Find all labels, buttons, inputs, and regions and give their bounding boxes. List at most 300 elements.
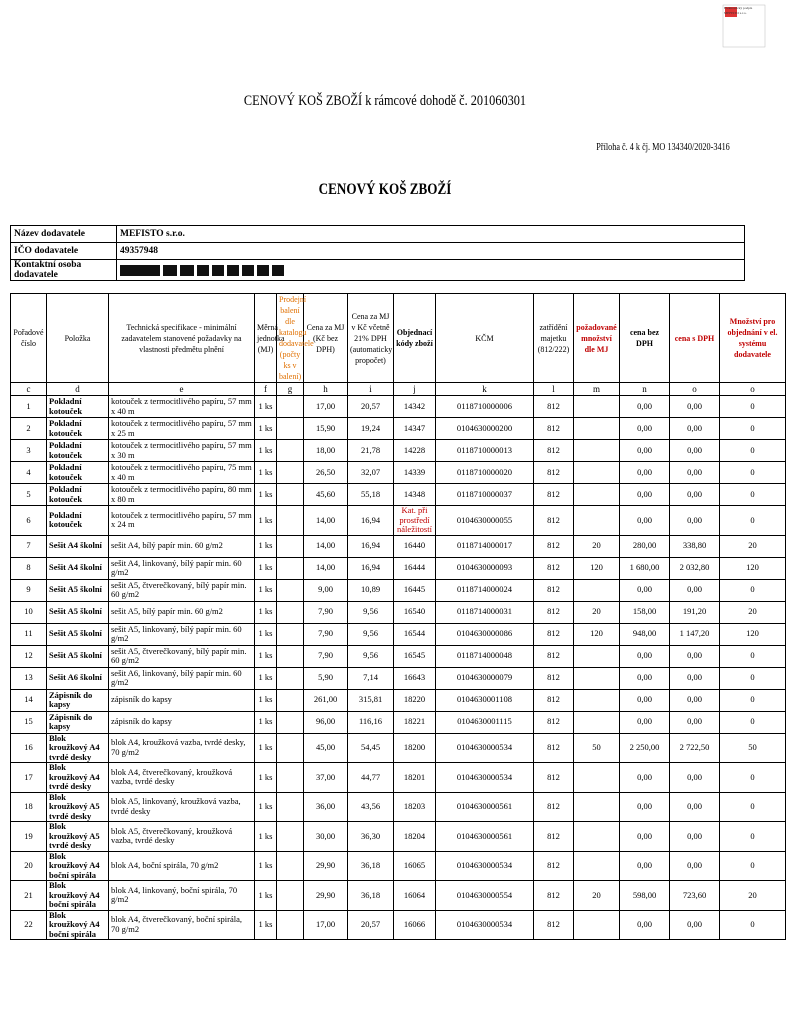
- item-name: Blok kroužkový A4 boční spirála: [47, 881, 109, 911]
- required-quantity: [574, 579, 620, 601]
- row-number: 11: [11, 623, 47, 645]
- required-quantity: [574, 396, 620, 418]
- item-spec: blok A4, čtverečkovaný, kroužková vazba, tvrdé desky: [109, 763, 255, 793]
- item-spec: sešit A5, linkovaný, bílý papír min. 60 g/m2: [109, 623, 255, 645]
- total-inc-vat: 191,20: [670, 601, 720, 623]
- kcm-code: 0118714000017: [436, 535, 534, 557]
- required-quantity: [574, 910, 620, 940]
- column-code: o: [720, 383, 786, 396]
- package: [277, 396, 304, 418]
- total-ex-vat: 0,00: [620, 645, 670, 667]
- eshop-quantity: 0: [720, 792, 786, 822]
- item-name: Sešit A5 školní: [47, 645, 109, 667]
- kcm-code: 0118714000024: [436, 579, 534, 601]
- table-row: [11, 711, 786, 733]
- package: [277, 623, 304, 645]
- order-code: 14347: [394, 418, 436, 440]
- ico-value: 49357948: [117, 243, 745, 260]
- total-ex-vat: 0,00: [620, 484, 670, 506]
- package: [277, 645, 304, 667]
- item-name: Zápisník do kapsy: [47, 711, 109, 733]
- eshop-quantity: 0: [720, 763, 786, 793]
- package: [277, 601, 304, 623]
- item-name: Blok kroužkový A4 boční spirála: [47, 910, 109, 940]
- eshop-quantity: 0: [720, 418, 786, 440]
- eshop-quantity: 120: [720, 623, 786, 645]
- column-code: k: [436, 383, 534, 396]
- total-inc-vat: 0,00: [670, 667, 720, 689]
- price-inc-vat: 9,56: [348, 645, 394, 667]
- classification: 812: [534, 623, 574, 645]
- unit: 1 ks: [255, 763, 277, 793]
- column-code: i: [348, 383, 394, 396]
- order-code: 16544: [394, 623, 436, 645]
- item-spec: zápisník do kapsy: [109, 689, 255, 711]
- row-number: 2: [11, 418, 47, 440]
- row-number: 10: [11, 601, 47, 623]
- total-ex-vat: 1 680,00: [620, 557, 670, 579]
- row-number: 14: [11, 689, 47, 711]
- supplier-info-table: [10, 225, 745, 281]
- eshop-quantity: 20: [720, 535, 786, 557]
- order-code: 16066: [394, 910, 436, 940]
- classification: 812: [534, 462, 574, 484]
- price-inc-vat: 55,18: [348, 484, 394, 506]
- price-ex-vat: 29,90: [304, 881, 348, 911]
- total-inc-vat: 0,00: [670, 418, 720, 440]
- col-baleni: Prodejní balení dle katalogu dodavatele (počty ks v balení): [277, 294, 304, 383]
- kcm-code: 0118710000037: [436, 484, 534, 506]
- total-ex-vat: 0,00: [620, 667, 670, 689]
- row-number: 7: [11, 535, 47, 557]
- total-ex-vat: 2 250,00: [620, 733, 670, 763]
- kcm-code: 0104630000534: [436, 763, 534, 793]
- item-name: Sešit A5 školní: [47, 579, 109, 601]
- total-inc-vat: 0,00: [670, 396, 720, 418]
- table-row: [11, 792, 786, 822]
- order-code: 18203: [394, 792, 436, 822]
- unit: 1 ks: [255, 910, 277, 940]
- total-ex-vat: 158,00: [620, 601, 670, 623]
- total-inc-vat: 0,00: [670, 851, 720, 881]
- price-ex-vat: 7,90: [304, 623, 348, 645]
- unit: 1 ks: [255, 689, 277, 711]
- price-inc-vat: 16,94: [348, 506, 394, 536]
- price-ex-vat: 7,90: [304, 645, 348, 667]
- eshop-quantity: 0: [720, 506, 786, 536]
- item-spec: sešit A5, čtverečkovaný, bílý papír min. 60 g/m2: [109, 579, 255, 601]
- col-cena-s: Cena za MJ v Kč včetně 21% DPH (automaticky propočet): [348, 294, 394, 383]
- row-number: 8: [11, 557, 47, 579]
- package: [277, 711, 304, 733]
- package: [277, 689, 304, 711]
- total-inc-vat: 0,00: [670, 689, 720, 711]
- eshop-quantity: 0: [720, 689, 786, 711]
- col-poradove: Pořadové číslo: [11, 294, 47, 383]
- ico-label: IČO dodavatele: [11, 243, 117, 260]
- price-inc-vat: 9,56: [348, 601, 394, 623]
- table-row: [11, 579, 786, 601]
- order-code: 14348: [394, 484, 436, 506]
- required-quantity: [574, 462, 620, 484]
- required-quantity: 20: [574, 535, 620, 557]
- kcm-code: 0118714000048: [436, 645, 534, 667]
- column-code: m: [574, 383, 620, 396]
- kcm-code: 0104630000200: [436, 418, 534, 440]
- eshop-quantity: 0: [720, 440, 786, 462]
- classification: 812: [534, 910, 574, 940]
- package: [277, 910, 304, 940]
- eshop-quantity: 20: [720, 881, 786, 911]
- unit: 1 ks: [255, 667, 277, 689]
- column-code: l: [534, 383, 574, 396]
- required-quantity: [574, 822, 620, 852]
- kcm-code: 0104630000561: [436, 822, 534, 852]
- price-inc-vat: 36,18: [348, 851, 394, 881]
- total-inc-vat: 0,00: [670, 440, 720, 462]
- col-polozka: Položka: [47, 294, 109, 383]
- order-code: 18204: [394, 822, 436, 852]
- kcm-code: 0104630000561: [436, 792, 534, 822]
- classification: 812: [534, 689, 574, 711]
- col-obj-kody: Objednací kódy zboží: [394, 294, 436, 383]
- price-basket-table: [10, 293, 786, 940]
- classification: 812: [534, 822, 574, 852]
- table-row: [11, 535, 786, 557]
- total-inc-vat: 0,00: [670, 579, 720, 601]
- stamp-line: MEFISTO s.r.o.: [724, 11, 747, 15]
- column-code: h: [304, 383, 348, 396]
- price-inc-vat: 44,77: [348, 763, 394, 793]
- kcm-code: 0118710000013: [436, 440, 534, 462]
- unit: 1 ks: [255, 557, 277, 579]
- unit: 1 ks: [255, 418, 277, 440]
- required-quantity: 120: [574, 557, 620, 579]
- total-inc-vat: 0,00: [670, 645, 720, 667]
- unit: 1 ks: [255, 535, 277, 557]
- item-name: Pokladní kotouček: [47, 396, 109, 418]
- item-spec: sešit A6, linkovaný, bílý papír min. 60 g/m2: [109, 667, 255, 689]
- required-quantity: [574, 792, 620, 822]
- item-name: Zápisník do kapsy: [47, 689, 109, 711]
- item-spec: sešit A4, linkovaný, bílý papír min. 60 g/m2: [109, 557, 255, 579]
- price-inc-vat: 32,07: [348, 462, 394, 484]
- price-inc-vat: 9,56: [348, 623, 394, 645]
- unit: 1 ks: [255, 462, 277, 484]
- table-header-row: [11, 294, 786, 383]
- row-number: 9: [11, 579, 47, 601]
- item-name: Blok kroužkový A5 tvrdé desky: [47, 822, 109, 852]
- kcm-code: 0118710000020: [436, 462, 534, 484]
- item-spec: blok A5, linkovaný, kroužková vazba, tvrdé desky: [109, 792, 255, 822]
- redaction-bar: [120, 265, 160, 276]
- required-quantity: [574, 645, 620, 667]
- signature-stamp-text: [724, 6, 766, 16]
- row-number: 21: [11, 881, 47, 911]
- supplier-row: [11, 226, 745, 243]
- unit: 1 ks: [255, 645, 277, 667]
- item-spec: kotouček z termocitlivého papíru, 75 mm x 40 m: [109, 462, 255, 484]
- item-name: Sešit A4 školní: [47, 535, 109, 557]
- kcm-code: 0104630000086: [436, 623, 534, 645]
- price-ex-vat: 7,90: [304, 601, 348, 623]
- unit: 1 ks: [255, 711, 277, 733]
- row-number: 16: [11, 733, 47, 763]
- classification: 812: [534, 645, 574, 667]
- price-inc-vat: 36,30: [348, 822, 394, 852]
- table-row: [11, 689, 786, 711]
- item-spec: kotouček z termocitlivého papíru, 57 mm x 30 m: [109, 440, 255, 462]
- order-code: Kat. při prostředí náležitostí: [394, 506, 436, 536]
- order-code: 14342: [394, 396, 436, 418]
- package: [277, 484, 304, 506]
- unit: 1 ks: [255, 792, 277, 822]
- price-inc-vat: 21,78: [348, 440, 394, 462]
- column-code: o: [670, 383, 720, 396]
- table-row: [11, 462, 786, 484]
- ico-row: [11, 243, 745, 260]
- row-number: 17: [11, 763, 47, 793]
- item-name: Sešit A6 školní: [47, 667, 109, 689]
- total-inc-vat: 0,00: [670, 910, 720, 940]
- table-row: [11, 645, 786, 667]
- table-row: [11, 484, 786, 506]
- required-quantity: 20: [574, 601, 620, 623]
- unit: 1 ks: [255, 440, 277, 462]
- kcm-code: 0104630000079: [436, 667, 534, 689]
- redaction-bar: [212, 265, 224, 276]
- item-spec: kotouček z termocitlivého papíru, 80 mm x 80 m: [109, 484, 255, 506]
- price-ex-vat: 14,00: [304, 535, 348, 557]
- row-number: 20: [11, 851, 47, 881]
- col-zatrideni: zatřídění majetku (812/222): [534, 294, 574, 383]
- table-row: [11, 418, 786, 440]
- eshop-quantity: 50: [720, 733, 786, 763]
- classification: 812: [534, 733, 574, 763]
- contact-row: [11, 260, 745, 281]
- item-spec: zápisník do kapsy: [109, 711, 255, 733]
- item-name: Pokladní kotouček: [47, 440, 109, 462]
- table-row: [11, 667, 786, 689]
- total-ex-vat: 0,00: [620, 462, 670, 484]
- table-row: [11, 881, 786, 911]
- package: [277, 822, 304, 852]
- package: [277, 763, 304, 793]
- unit: 1 ks: [255, 396, 277, 418]
- col-pozadovane: požadované množství dle MJ: [574, 294, 620, 383]
- unit: 1 ks: [255, 601, 277, 623]
- table-row: [11, 557, 786, 579]
- order-code: 16643: [394, 667, 436, 689]
- order-code: 14339: [394, 462, 436, 484]
- package: [277, 881, 304, 911]
- classification: 812: [534, 792, 574, 822]
- total-inc-vat: 0,00: [670, 506, 720, 536]
- required-quantity: [574, 506, 620, 536]
- item-spec: blok A4, čtverečkovaný, boční spirála, 70 g/m2: [109, 910, 255, 940]
- unit: 1 ks: [255, 579, 277, 601]
- item-spec: blok A4, kroužková vazba, tvrdé desky, 70 g/m2: [109, 733, 255, 763]
- required-quantity: [574, 440, 620, 462]
- total-inc-vat: 2 722,50: [670, 733, 720, 763]
- package: [277, 440, 304, 462]
- classification: 812: [534, 851, 574, 881]
- price-inc-vat: 7,14: [348, 667, 394, 689]
- contact-value-redacted: [117, 260, 745, 281]
- price-inc-vat: 16,94: [348, 535, 394, 557]
- kcm-code: 0104630000554: [436, 881, 534, 911]
- order-code: 14228: [394, 440, 436, 462]
- row-number: 12: [11, 645, 47, 667]
- eshop-quantity: 0: [720, 910, 786, 940]
- classification: 812: [534, 711, 574, 733]
- item-name: Pokladní kotouček: [47, 484, 109, 506]
- price-ex-vat: 18,00: [304, 440, 348, 462]
- price-inc-vat: 43,56: [348, 792, 394, 822]
- total-ex-vat: 0,00: [620, 910, 670, 940]
- item-spec: kotouček z termocitlivého papíru, 57 mm x 24 m: [109, 506, 255, 536]
- table-row: [11, 851, 786, 881]
- unit: 1 ks: [255, 851, 277, 881]
- classification: 812: [534, 396, 574, 418]
- item-spec: sešit A5, čtverečkovaný, bílý papír min. 60 g/m2: [109, 645, 255, 667]
- required-quantity: [574, 484, 620, 506]
- price-ex-vat: 30,00: [304, 822, 348, 852]
- package: [277, 792, 304, 822]
- price-inc-vat: 116,16: [348, 711, 394, 733]
- price-inc-vat: 19,24: [348, 418, 394, 440]
- column-code: c: [11, 383, 47, 396]
- table-row: [11, 910, 786, 940]
- total-ex-vat: 280,00: [620, 535, 670, 557]
- item-spec: kotouček z termocitlivého papíru, 57 mm x 25 m: [109, 418, 255, 440]
- item-name: Blok kroužkový A4 tvrdé desky: [47, 763, 109, 793]
- required-quantity: 50: [574, 733, 620, 763]
- order-code: 18220: [394, 689, 436, 711]
- required-quantity: [574, 667, 620, 689]
- item-spec: kotouček z termocitlivého papíru, 57 mm x 40 m: [109, 396, 255, 418]
- total-ex-vat: 0,00: [620, 418, 670, 440]
- classification: 812: [534, 667, 574, 689]
- price-ex-vat: 17,00: [304, 910, 348, 940]
- classification: 812: [534, 535, 574, 557]
- order-code: 16445: [394, 579, 436, 601]
- eshop-quantity: 0: [720, 645, 786, 667]
- price-ex-vat: 5,90: [304, 667, 348, 689]
- stamp-line: Elektronický podpis: [724, 6, 753, 10]
- item-name: Sešit A4 školní: [47, 557, 109, 579]
- price-ex-vat: 261,00: [304, 689, 348, 711]
- total-inc-vat: 0,00: [670, 711, 720, 733]
- order-code: 18221: [394, 711, 436, 733]
- total-ex-vat: 0,00: [620, 763, 670, 793]
- row-number: 13: [11, 667, 47, 689]
- item-spec: blok A4, boční spirála, 70 g/m2: [109, 851, 255, 881]
- total-ex-vat: 948,00: [620, 623, 670, 645]
- order-code: 16064: [394, 881, 436, 911]
- column-code: d: [47, 383, 109, 396]
- col-kcm: KČM: [436, 294, 534, 383]
- item-name: Pokladní kotouček: [47, 506, 109, 536]
- column-code: j: [394, 383, 436, 396]
- total-ex-vat: 0,00: [620, 579, 670, 601]
- kcm-code: 0104630000534: [436, 733, 534, 763]
- package: [277, 535, 304, 557]
- eshop-quantity: 0: [720, 851, 786, 881]
- redaction-bar: [227, 265, 239, 276]
- column-code: g: [277, 383, 304, 396]
- col-cena-s-dph: cena s DPH: [670, 294, 720, 383]
- price-ex-vat: 37,00: [304, 763, 348, 793]
- table-row: [11, 822, 786, 852]
- price-inc-vat: 16,94: [348, 557, 394, 579]
- price-ex-vat: 17,00: [304, 396, 348, 418]
- required-quantity: [574, 711, 620, 733]
- package: [277, 557, 304, 579]
- kcm-code: 0104630000055: [436, 506, 534, 536]
- column-code: f: [255, 383, 277, 396]
- classification: 812: [534, 557, 574, 579]
- unit: 1 ks: [255, 484, 277, 506]
- item-name: Blok kroužkový A4 boční spirála: [47, 851, 109, 881]
- total-ex-vat: 0,00: [620, 689, 670, 711]
- row-number: 19: [11, 822, 47, 852]
- redaction-bar: [257, 265, 269, 276]
- reference-number: Příloha č. 4 k čj. MO 134340/2020-3416: [596, 142, 730, 153]
- row-number: 22: [11, 910, 47, 940]
- total-inc-vat: 338,80: [670, 535, 720, 557]
- item-spec: blok A5, čtverečkovaný, kroužková vazba, tvrdé desky: [109, 822, 255, 852]
- unit: 1 ks: [255, 881, 277, 911]
- required-quantity: [574, 763, 620, 793]
- classification: 812: [534, 484, 574, 506]
- classification: 812: [534, 506, 574, 536]
- contact-label: Kontaktní osoba dodavatele: [11, 260, 117, 281]
- order-code: 16444: [394, 557, 436, 579]
- kcm-code: 0104630000534: [436, 851, 534, 881]
- total-inc-vat: 0,00: [670, 763, 720, 793]
- item-name: Pokladní kotouček: [47, 418, 109, 440]
- row-number: 4: [11, 462, 47, 484]
- redaction-bar: [180, 265, 194, 276]
- column-code-row: [11, 383, 786, 396]
- redaction-bar: [242, 265, 254, 276]
- price-inc-vat: 315,81: [348, 689, 394, 711]
- total-ex-vat: 0,00: [620, 396, 670, 418]
- table-row: [11, 396, 786, 418]
- kcm-code: 0104630001115: [436, 711, 534, 733]
- price-ex-vat: 96,00: [304, 711, 348, 733]
- document-subtitle: CENOVÝ KOŠ ZBOŽÍ: [318, 181, 452, 198]
- price-ex-vat: 26,50: [304, 462, 348, 484]
- total-ex-vat: 0,00: [620, 851, 670, 881]
- total-ex-vat: 0,00: [620, 792, 670, 822]
- price-ex-vat: 45,60: [304, 484, 348, 506]
- price-ex-vat: 15,90: [304, 418, 348, 440]
- required-quantity: [574, 851, 620, 881]
- unit: 1 ks: [255, 506, 277, 536]
- total-ex-vat: 598,00: [620, 881, 670, 911]
- column-code: n: [620, 383, 670, 396]
- item-spec: sešit A4, bílý papír min. 60 g/m2: [109, 535, 255, 557]
- total-inc-vat: 0,00: [670, 462, 720, 484]
- required-quantity: [574, 689, 620, 711]
- eshop-quantity: 0: [720, 484, 786, 506]
- redaction-bar: [197, 265, 209, 276]
- supplier-label: Název dodavatele: [11, 226, 117, 243]
- row-number: 15: [11, 711, 47, 733]
- eshop-quantity: 20: [720, 601, 786, 623]
